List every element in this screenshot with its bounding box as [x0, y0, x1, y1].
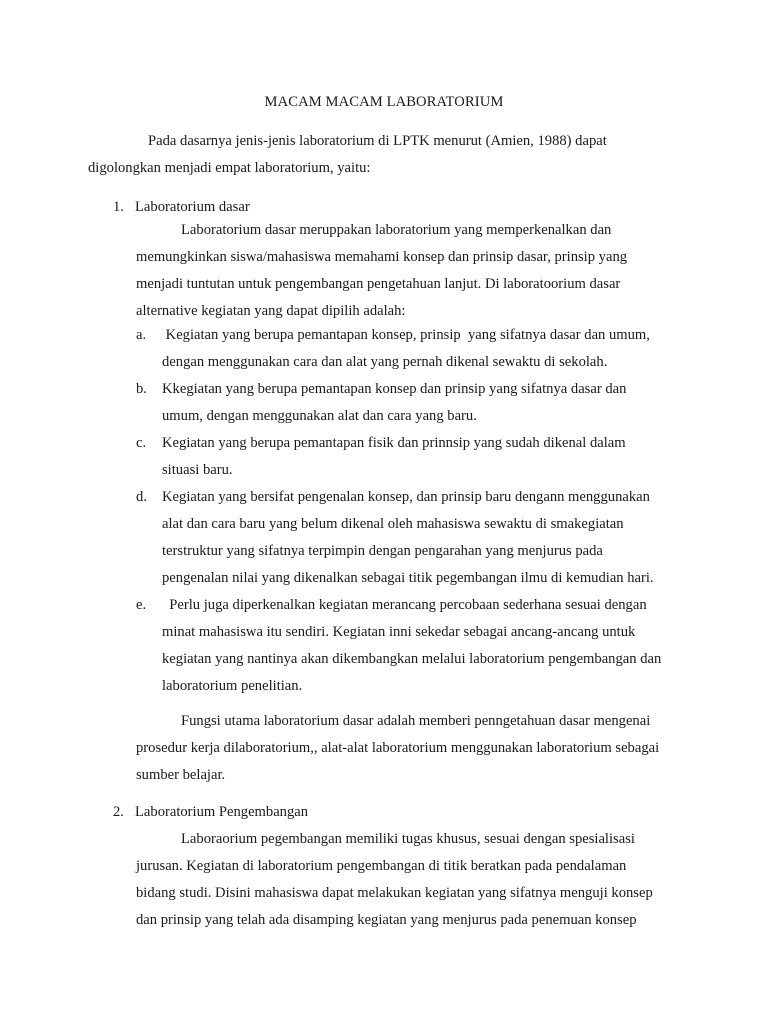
text-line: Laboratorium dasar meruppakan laboratorium yang memperkenalkan dan	[181, 222, 612, 238]
text-line: memungkinkan siswa/mahasiswa memahami konsep dan prinsip dasar, prinsip yang	[136, 249, 628, 265]
list-marker: b.	[136, 381, 147, 397]
list-marker: a.	[136, 327, 147, 343]
section-1-paragraph	[136, 217, 696, 325]
section-title: Laboratorium Pengembangan	[135, 804, 309, 820]
section-1-closing-paragraph	[136, 708, 696, 789]
list-item	[136, 592, 696, 700]
text-line: prosedur kerja dilaboratorium,, alat-alat laboratorium menggunakan laboratorium sebagai	[136, 740, 660, 756]
list-item	[136, 430, 696, 484]
text-line: alat dan cara baru yang belum dikenal oleh mahasiswa sewaktu di smakegiatan	[162, 516, 624, 532]
page-title: MACAM MACAM LABORATORIUM	[264, 94, 504, 110]
text-line: jurusan. Kegiatan di laboratorium pengembangan di titik beratkan pada pendalaman	[136, 858, 627, 874]
text-line: dan prinsip yang telah ada disamping kegiatan yang menjurus pada penemuan konsep	[136, 912, 637, 928]
text-line: laboratorium penelitian.	[162, 678, 303, 694]
section-number: 2.	[113, 804, 124, 820]
activity-list	[136, 322, 696, 700]
list-item	[136, 484, 696, 592]
text-line: Kegiatan yang berupa pemantapan konsep, prinsip yang sifatnya dasar dan umum,	[162, 327, 650, 343]
section-title: Laboratorium dasar	[135, 199, 250, 215]
list-marker: e.	[136, 597, 147, 613]
text-line: dengan menggunakan cara dan alat yang pernah dikenal sewaktu di sekolah.	[162, 354, 608, 370]
text-line: Kegiatan yang berupa pemantapan fisik dan prinnsip yang sudah dikenal dalam	[162, 435, 626, 451]
text-line: sumber belajar.	[136, 767, 226, 783]
section-number: 1.	[113, 199, 124, 215]
text-line: Kkegiatan yang berupa pemantapan konsep dan prinsip yang sifatnya dasar dan	[162, 381, 627, 397]
text-line: pengenalan nilai yang dikenalkan sebagai titik pegembangan ilmu di kemudian hari.	[162, 570, 654, 586]
text-line: Perlu juga diperkenalkan kegiatan merancang percobaan sederhana sesuai dengan	[162, 597, 647, 613]
list-marker: c.	[136, 435, 147, 451]
text-line: Laboraorium pegembangan memiliki tugas khusus, sesuai dengan spesialisasi	[181, 831, 635, 847]
list-item	[136, 376, 696, 430]
text-line: kegiatan yang nantinya akan dikembangkan melalui laboratorium pengembangan dan	[162, 651, 662, 667]
text-line: alternative kegiatan yang dapat dipilih adalah:	[136, 303, 406, 319]
text-line: terstruktur yang sifatnya terpimpin dengan pengarahan yang menjurus pada	[162, 543, 603, 559]
text-line: Pada dasarnya jenis-jenis laboratorium di LPTK menurut (Amien, 1988) dapat	[148, 133, 607, 149]
list-marker: d.	[136, 489, 147, 505]
section-1-heading	[88, 197, 250, 217]
text-line: digolongkan menjadi empat laboratorium, yaitu:	[88, 160, 371, 176]
list-item	[136, 322, 696, 376]
text-line: Fungsi utama laboratorium dasar adalah memberi penngetahuan dasar mengenai	[181, 713, 651, 729]
text-line: umum, dengan menggunakan alat dan cara yang baru.	[162, 408, 477, 424]
section-2-heading	[88, 802, 308, 822]
text-line: situasi baru.	[162, 462, 233, 478]
text-line: Kegiatan yang bersifat pengenalan konsep, dan prinsip baru dengann menggunakan	[162, 489, 650, 505]
section-2-paragraph	[136, 826, 696, 934]
text-line: minat mahasiswa itu sendiri. Kegiatan inni sekedar sebagai ancang-ancang untuk	[162, 624, 636, 640]
text-line: menjadi tuntutan untuk pengembangan pengetahuan lanjut. Di laboratoorium dasar	[136, 276, 621, 292]
text-line: bidang studi. Disini mahasiswa dapat melakukan kegiatan yang sifatnya menguji konsep	[136, 885, 653, 901]
intro-paragraph	[88, 128, 688, 182]
